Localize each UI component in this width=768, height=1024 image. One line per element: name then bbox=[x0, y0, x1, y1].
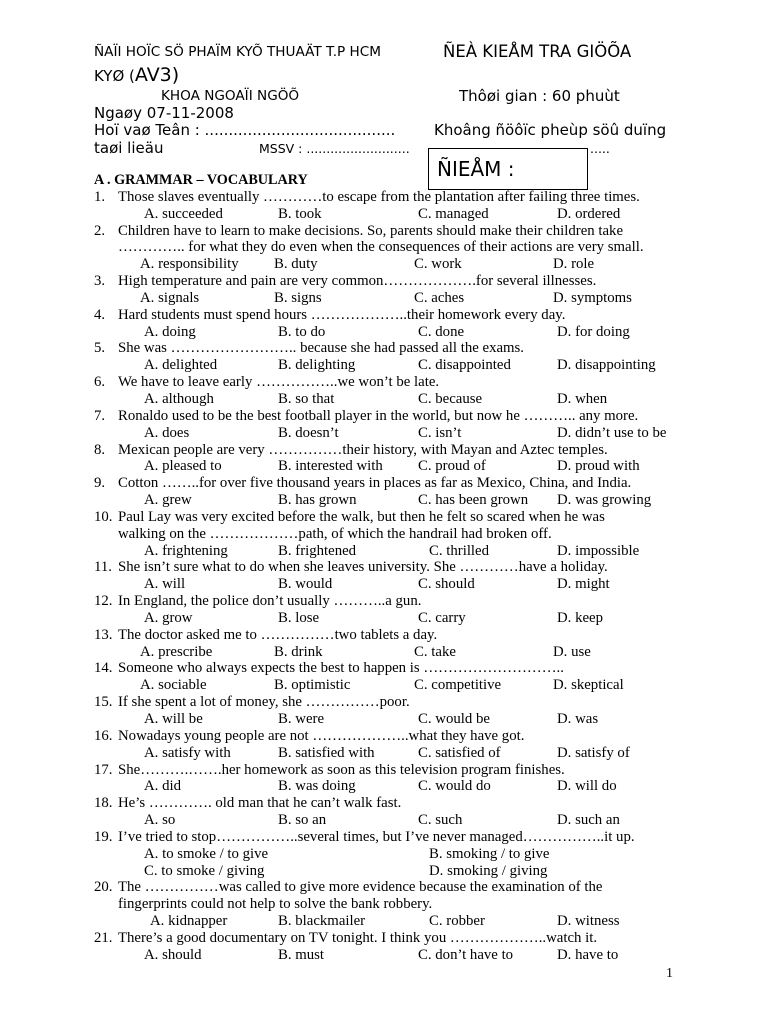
answer-option[interactable]: A. frightening bbox=[144, 542, 228, 559]
answer-options bbox=[94, 357, 694, 374]
question-number: 20. bbox=[94, 879, 113, 896]
answer-option[interactable]: B. drink bbox=[274, 643, 323, 660]
score-label: ÑIEÅM : bbox=[437, 157, 515, 181]
answer-options bbox=[94, 913, 694, 930]
question-number: 6. bbox=[94, 374, 106, 391]
answer-option[interactable]: A. satisfy with bbox=[144, 744, 231, 761]
answer-option[interactable]: A. prescribe bbox=[140, 643, 213, 660]
answer-option[interactable]: C. satisfied of bbox=[418, 744, 501, 761]
question-item bbox=[94, 189, 694, 206]
answer-option[interactable]: A. succeeded bbox=[144, 205, 223, 222]
question-number: 7. bbox=[94, 407, 106, 424]
answer-options bbox=[94, 492, 694, 509]
answer-option[interactable]: B. to do bbox=[278, 323, 326, 340]
answer-option[interactable]: A. responsibility bbox=[140, 256, 239, 273]
answer-option[interactable]: C. proud of bbox=[418, 458, 486, 475]
question-text: Paul Lay was very excited before the walk, but then he felt so scared when he was bbox=[118, 508, 605, 525]
question-text: Ronaldo used to be the best football player in the world, but now he ……….. any more. bbox=[118, 407, 639, 424]
question-item bbox=[94, 374, 694, 391]
answer-option[interactable]: B. lose bbox=[278, 609, 320, 626]
question-text-cont: walking on the ………………path, of which the handrail had broken off. bbox=[118, 525, 552, 542]
answer-option[interactable]: A. signals bbox=[140, 289, 200, 306]
answer-option[interactable]: B. so an bbox=[278, 812, 327, 829]
exam-subject-code: AV3) bbox=[134, 64, 180, 86]
question-number: 3. bbox=[94, 273, 106, 290]
answer-option[interactable]: C. take bbox=[414, 643, 456, 660]
question-text-cont: fingerprints could not help to solve the bank robbery. bbox=[118, 896, 433, 913]
answer-option[interactable]: D. satisfy of bbox=[557, 744, 630, 761]
answer-option[interactable]: B. signs bbox=[274, 289, 322, 306]
answer-options bbox=[94, 543, 694, 560]
answer-option[interactable]: D. ordered bbox=[557, 205, 621, 222]
answer-option[interactable]: C. would be bbox=[418, 711, 490, 727]
answer-option[interactable]: C. thrilled bbox=[429, 542, 490, 559]
answer-options bbox=[94, 391, 694, 408]
question-item bbox=[94, 627, 694, 644]
answer-option[interactable]: A. doing bbox=[144, 323, 196, 340]
department-name: KHOA NGOAÏI NGÖÕ bbox=[161, 88, 300, 104]
answer-option[interactable]: B. interested with bbox=[278, 458, 383, 475]
answer-option[interactable]: D. role bbox=[553, 256, 595, 273]
question-number: 4. bbox=[94, 306, 106, 323]
answer-option[interactable]: B. must bbox=[278, 946, 325, 963]
answer-options bbox=[94, 947, 694, 964]
answer-option[interactable]: C. to smoke / giving bbox=[144, 862, 265, 879]
answer-option[interactable]: D. witness bbox=[557, 913, 620, 930]
question-text: She isn’t sure what to do when she leaves university. She …………have a holiday. bbox=[118, 559, 608, 576]
answer-option[interactable]: C. done bbox=[418, 323, 465, 340]
question-text: Those slaves eventually …………to escape from the plantation after failing three times. bbox=[118, 188, 640, 205]
question-item bbox=[94, 795, 694, 812]
exam-date: Ngaøy 07-11-2008 bbox=[94, 104, 234, 122]
answer-options bbox=[94, 846, 694, 863]
question-text: Hard students must spend hours ………………..their homework every day. bbox=[118, 306, 566, 323]
answer-option[interactable]: D. might bbox=[557, 576, 610, 593]
question-item bbox=[94, 728, 694, 745]
page-number: 1 bbox=[666, 966, 673, 981]
answer-option[interactable]: C. robber bbox=[429, 913, 485, 930]
time-limit: Thôøi gian : 60 phuùt bbox=[459, 87, 620, 105]
question-text: Children have to learn to make decisions. So, parents should make their children take bbox=[118, 222, 624, 239]
answer-options bbox=[94, 610, 694, 627]
question-text: In England, the police don’t usually ………..a gun. bbox=[118, 593, 422, 610]
question-text: He’s …………. old man that he can’t walk fast. bbox=[118, 795, 402, 812]
question-number: 1. bbox=[94, 188, 106, 205]
question-text: She was …………………….. because she had passed all the exams. bbox=[118, 340, 525, 357]
question-item bbox=[94, 829, 694, 846]
question-item bbox=[94, 660, 694, 677]
student-id-line-tail: ..... bbox=[590, 141, 610, 156]
materials-rule-cont: taøi lieäu bbox=[94, 139, 164, 157]
answer-option[interactable]: C. competitive bbox=[414, 677, 502, 694]
answer-option[interactable]: D. have to bbox=[557, 946, 619, 963]
answer-options bbox=[94, 644, 694, 661]
answer-options bbox=[94, 256, 694, 273]
answer-option[interactable]: A. sociable bbox=[140, 677, 207, 694]
question-text: Cotton ……..for over five thousand years in places as far as Mexico, China, and India. bbox=[118, 475, 632, 492]
answer-option[interactable]: B. was doing bbox=[278, 778, 356, 795]
question-number: 8. bbox=[94, 441, 106, 458]
answer-option[interactable]: C. managed bbox=[418, 205, 489, 222]
question-text: Mexican people are very ……………their history, with Mayan and Aztec temples. bbox=[118, 441, 608, 458]
answer-option[interactable]: A. pleased to bbox=[144, 458, 222, 475]
question-number: 12. bbox=[94, 593, 113, 610]
section-title: A . GRAMMAR – VOCABULARY bbox=[94, 172, 308, 188]
answer-options bbox=[94, 576, 694, 593]
question-text: We have to leave early ……………..we won’t be late. bbox=[118, 374, 440, 391]
answer-option[interactable]: D. for doing bbox=[557, 323, 630, 340]
question-text: She……….…….her homework as soon as this television program finishes. bbox=[118, 761, 565, 778]
answer-option[interactable]: A. should bbox=[144, 946, 202, 963]
answer-option[interactable]: D. such an bbox=[557, 812, 620, 829]
question-number: 14. bbox=[94, 660, 113, 677]
answer-option[interactable]: D. symptoms bbox=[553, 289, 632, 306]
answer-option[interactable]: D. will do bbox=[557, 778, 617, 795]
question-number: 5. bbox=[94, 340, 106, 357]
answer-option[interactable]: B. would bbox=[278, 576, 333, 593]
answer-options bbox=[94, 458, 694, 475]
answer-options bbox=[94, 812, 694, 829]
answer-options bbox=[94, 677, 694, 694]
answer-option[interactable]: D. use bbox=[553, 643, 591, 660]
answer-option[interactable]: D. didn’t use to be bbox=[557, 424, 667, 441]
answer-option[interactable]: A. delighted bbox=[144, 357, 218, 374]
answer-options bbox=[94, 711, 694, 728]
question-number: 17. bbox=[94, 761, 113, 778]
answer-option[interactable]: D. keep bbox=[557, 609, 604, 626]
answer-option[interactable]: A. to smoke / to give bbox=[144, 845, 269, 862]
answer-option[interactable]: D. impossible bbox=[557, 542, 640, 559]
answer-option[interactable]: C. don’t have to bbox=[418, 946, 514, 963]
question-text: The doctor asked me to ……………two tablets a day. bbox=[118, 626, 438, 643]
question-number: 10. bbox=[94, 508, 113, 525]
answer-option[interactable]: D. was bbox=[557, 711, 599, 727]
school-name: ÑAÏI HOÏC SÖ PHAÏM KYÕ THUAÄT T.P HCM bbox=[94, 44, 381, 60]
answer-options bbox=[94, 778, 694, 795]
answer-option[interactable]: A. grew bbox=[144, 492, 192, 509]
answer-option[interactable]: C. should bbox=[418, 576, 475, 593]
question-item bbox=[94, 509, 694, 543]
answer-option[interactable]: C. because bbox=[418, 390, 483, 407]
student-id-line: MSSV : .......................... bbox=[259, 141, 410, 156]
answer-option[interactable]: C. would do bbox=[418, 778, 491, 795]
question-item bbox=[94, 273, 694, 290]
question-text: I’ve tried to stop……………..several times, but I’ve never managed……………..it up. bbox=[118, 828, 635, 845]
answer-option[interactable]: A. will be bbox=[144, 711, 203, 727]
answer-options bbox=[94, 290, 694, 307]
question-item bbox=[94, 307, 694, 324]
answer-option[interactable]: C. disappointed bbox=[418, 357, 511, 374]
answer-option[interactable]: D. proud with bbox=[557, 458, 640, 475]
answer-option[interactable]: A. did bbox=[144, 778, 181, 795]
question-number: 19. bbox=[94, 828, 113, 845]
question-text: High temperature and pain are very common……………….for several illnesses. bbox=[118, 273, 597, 290]
question-list bbox=[94, 172, 694, 964]
question-item bbox=[94, 340, 694, 357]
answer-option[interactable]: B. satisfied with bbox=[278, 744, 375, 761]
answer-option[interactable]: C. aches bbox=[414, 289, 465, 306]
answer-option[interactable]: B. doesn’t bbox=[278, 424, 339, 441]
answer-option[interactable]: A. kidnapper bbox=[150, 913, 228, 930]
answer-option[interactable]: B. smoking / to give bbox=[429, 845, 550, 862]
question-text: The ……………was called to give more evidence because the examination of the bbox=[118, 879, 603, 896]
answer-option[interactable]: C. work bbox=[414, 256, 462, 273]
answer-option[interactable]: A. so bbox=[144, 812, 176, 829]
exam-subject bbox=[94, 66, 179, 85]
question-item bbox=[94, 762, 694, 779]
question-item bbox=[94, 559, 694, 576]
materials-rule: Khoâng ñöôïc pheùp söû duïng bbox=[434, 121, 667, 139]
answer-option[interactable]: B. delighting bbox=[278, 357, 356, 374]
question-number: 18. bbox=[94, 795, 113, 812]
answer-option[interactable]: A. does bbox=[144, 424, 190, 441]
exam-title: ÑEÀ KIEÅM TRA GIÖÕA bbox=[443, 42, 632, 61]
question-item bbox=[94, 879, 694, 913]
answer-options bbox=[94, 324, 694, 341]
answer-option[interactable]: B. frightened bbox=[278, 542, 357, 559]
question-number: 9. bbox=[94, 475, 106, 492]
answer-options bbox=[94, 425, 694, 442]
answer-option[interactable]: A. grow bbox=[144, 609, 193, 626]
answer-option[interactable]: D. when bbox=[557, 390, 608, 407]
question-number: 16. bbox=[94, 727, 113, 744]
answer-option[interactable]: C. has been grown bbox=[418, 492, 529, 509]
answer-option[interactable]: B. blackmailer bbox=[278, 913, 366, 930]
exam-subject-prefix: KYØ ( bbox=[94, 67, 135, 85]
question-item bbox=[94, 930, 694, 947]
questions-container bbox=[94, 189, 694, 964]
question-number: 13. bbox=[94, 626, 113, 643]
question-number: 15. bbox=[94, 694, 113, 711]
answer-option[interactable]: C. isn’t bbox=[418, 424, 462, 441]
question-item bbox=[94, 593, 694, 610]
answer-option[interactable]: D. skeptical bbox=[553, 677, 624, 694]
question-number: 21. bbox=[94, 929, 113, 946]
question-item bbox=[94, 223, 694, 257]
answer-option[interactable]: C. carry bbox=[418, 609, 466, 626]
answer-option[interactable]: A. although bbox=[144, 390, 214, 407]
answer-option[interactable]: B. took bbox=[278, 205, 322, 222]
question-item bbox=[94, 694, 694, 711]
answer-option[interactable]: A. will bbox=[144, 576, 186, 593]
answer-option[interactable]: C. such bbox=[418, 812, 463, 829]
question-text: There’s a good documentary on TV tonight. I think you ………………..watch it. bbox=[118, 929, 598, 946]
answer-option[interactable]: B. so that bbox=[278, 390, 335, 407]
answer-options bbox=[94, 206, 694, 223]
question-item bbox=[94, 475, 694, 492]
answer-option[interactable]: B. duty bbox=[274, 256, 318, 273]
question-number: 11. bbox=[94, 559, 112, 576]
answer-option[interactable]: D. disappointing bbox=[557, 357, 656, 374]
question-text: Someone who always expects the best to happen is ……………………….. bbox=[118, 660, 564, 677]
answer-option[interactable]: B. has grown bbox=[278, 492, 357, 509]
answer-options bbox=[94, 745, 694, 762]
answer-options bbox=[94, 863, 694, 880]
question-number: 2. bbox=[94, 222, 106, 239]
name-field-line: Hoï vaø Teân : ........................................ bbox=[94, 121, 396, 139]
answer-option[interactable]: B. optimistic bbox=[274, 677, 351, 694]
answer-option[interactable]: B. were bbox=[278, 711, 325, 727]
question-item bbox=[94, 442, 694, 459]
question-text: Nowadays young people are not ………………..what they have got. bbox=[118, 727, 525, 744]
answer-option[interactable]: D. smoking / giving bbox=[429, 862, 548, 879]
question-text-cont: ………….. for what they do even when the consequences of their actions are very small. bbox=[118, 239, 644, 256]
question-text: If she spent a lot of money, she ……………poor. bbox=[118, 694, 410, 711]
question-item bbox=[94, 408, 694, 425]
answer-option[interactable]: D. was growing bbox=[557, 492, 652, 509]
